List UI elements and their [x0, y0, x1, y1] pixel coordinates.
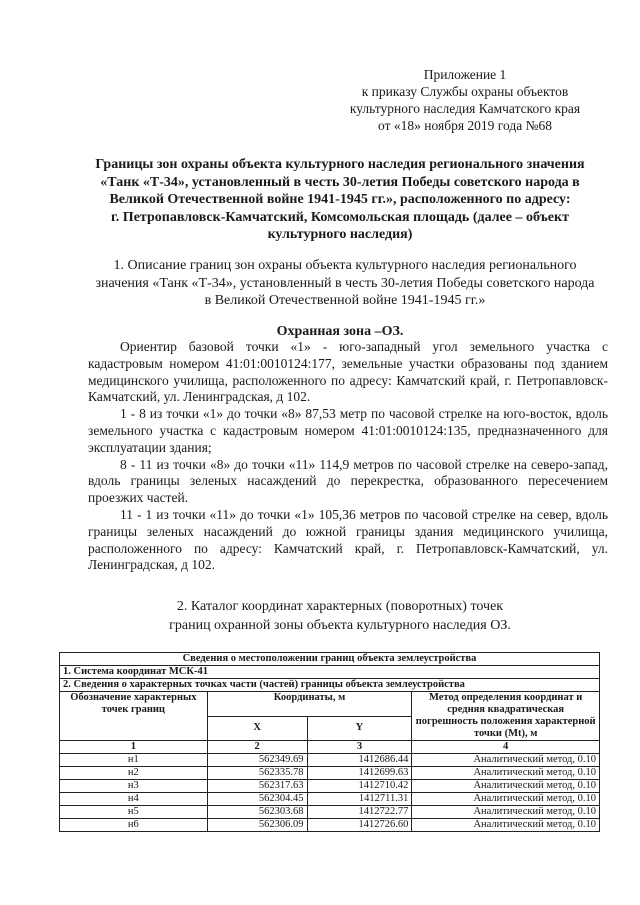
point-name: н5	[60, 806, 208, 819]
table-header-main: Сведения о местоположении границ объекта землеустройства	[60, 653, 600, 666]
section-2-line-1: 2. Каталог координат характерных (поворотных) точек	[176, 599, 504, 614]
point-name: н3	[60, 780, 208, 793]
section-2-heading	[80, 597, 600, 635]
appendix-line-1: Приложение 1	[423, 67, 507, 82]
point-method: Аналитический метод, 0.10	[412, 754, 600, 767]
appendix-line-4: от «18» ноября 2019 года №68	[378, 118, 552, 133]
paragraph-segment-1-8: 1 - 8 из точки «1» до точки «8» 87,53 метр по часовой стрелке на юго-восток, вдоль земельного участка с кадастровым номером 41:01:0010124:135, предназначенного для эксплуатации здания;	[88, 406, 608, 455]
coordinates-table	[59, 652, 600, 832]
col-number-2: 2	[207, 741, 307, 754]
title-line-1: Границы зон охраны объекта культурного наследия регионального значения	[95, 157, 585, 172]
point-method: Аналитический метод, 0.10	[412, 767, 600, 780]
document-title	[60, 156, 620, 244]
point-name: н6	[60, 819, 208, 832]
title-line-2: «Танк «Т-34», установленный в честь 30-летия Победы советского народа в	[100, 174, 580, 190]
table-row	[60, 819, 600, 832]
title-line-5: культурного наследия)	[267, 227, 413, 242]
table-system-row: 1. Система координат МСК-41	[60, 666, 600, 679]
point-method: Аналитический метод, 0.10	[412, 819, 600, 832]
point-y: 1412710.42	[307, 780, 412, 793]
point-y: 1412699.63	[307, 767, 412, 780]
table-row	[60, 806, 600, 819]
col-header-method: Метод определения координат и средняя квадратическая погрешность положения характерной точки (Mt), м	[412, 692, 600, 741]
col-number-4: 4	[412, 741, 600, 754]
table-row	[60, 793, 600, 806]
section-1-heading	[65, 257, 625, 310]
point-method: Аналитический метод, 0.10	[412, 780, 600, 793]
col-number-1: 1	[60, 741, 208, 754]
point-method: Аналитический метод, 0.10	[412, 806, 600, 819]
col-number-3: 3	[307, 741, 412, 754]
table-row	[60, 780, 600, 793]
point-x: 562317.63	[207, 780, 307, 793]
point-y: 1412686.44	[307, 754, 412, 767]
zone-heading: Охранная зона –ОЗ.	[276, 324, 404, 339]
section-2-line-2: границ охранной зоны объекта культурного наследия ОЗ.	[169, 618, 511, 633]
point-x: 562306.09	[207, 819, 307, 832]
point-name: н4	[60, 793, 208, 806]
appendix-block	[330, 66, 600, 134]
title-line-4: г. Петропавловск-Камчатский, Комсомольская площадь (далее – объект	[111, 209, 569, 225]
point-method: Аналитический метод, 0.10	[412, 793, 600, 806]
paragraph-segment-8-11: 8 - 11 из точки «8» до точки «11» 114,9 метров по часовой стрелке на северо-запад, вдоль границы зеленых насаждений до перекрестка, образованного пересечением проезжих частей.	[88, 456, 608, 506]
point-x: 562304.45	[207, 793, 307, 806]
zone-description	[88, 339, 608, 574]
section-1-line-3: в Великой Отечественной войне 1941-1945 гг.»	[204, 293, 486, 308]
section-1-line-2: значения «Танк «Т-34», установленный в честь 30-летия Победы советского народа	[95, 275, 595, 291]
paragraph-segment-11-1: 11 - 1 из точки «11» до точки «1» 105,36 метров по часовой стрелке на север, вдоль границы зеленых насаждений до южной границы здания медицинского училища, расположенного по адресу: Камчатский край, г. Петропавловск-Камчатский, ул. Ленинградская, д 102.	[88, 506, 608, 573]
table-row	[60, 754, 600, 767]
table-row	[60, 767, 600, 780]
table-parts-row: 2. Сведения о характерных точках части (частей) границы объекта землеустройства	[60, 679, 600, 692]
point-y: 1412722.77	[307, 806, 412, 819]
col-header-y: Y	[307, 716, 412, 741]
point-x: 562349.69	[207, 754, 307, 767]
col-header-x: X	[207, 716, 307, 741]
appendix-line-3: культурного наследия Камчатского края	[349, 101, 581, 116]
col-header-designation: Обозначение характерных точек границ	[60, 692, 208, 741]
paragraph-base-point: Ориентир базовой точки «1» - юго-западный угол земельного участка с кадастровым номером 41:01:0010124:177, земельные участки образованы под зданием медицинского училища, расположенного по адресу: Камчатский край, г. Петропавловск-Камчатский, ул. Ленинградская, д 102.	[88, 339, 608, 405]
appendix-line-2: к приказу Службы охраны объектов	[361, 84, 569, 99]
point-y: 1412711.31	[307, 793, 412, 806]
section-1-line-1: 1. Описание границ зон охраны объекта культурного наследия регионального	[113, 258, 577, 273]
point-y: 1412726.60	[307, 819, 412, 832]
point-x: 562303.68	[207, 806, 307, 819]
point-x: 562335.78	[207, 767, 307, 780]
col-header-coordinates: Координаты, м	[207, 692, 412, 717]
title-line-3: Великой Отечественной войне 1941-1945 гг.», расположенного по адресу:	[109, 192, 571, 207]
point-name: н1	[60, 754, 208, 767]
point-name: н2	[60, 767, 208, 780]
